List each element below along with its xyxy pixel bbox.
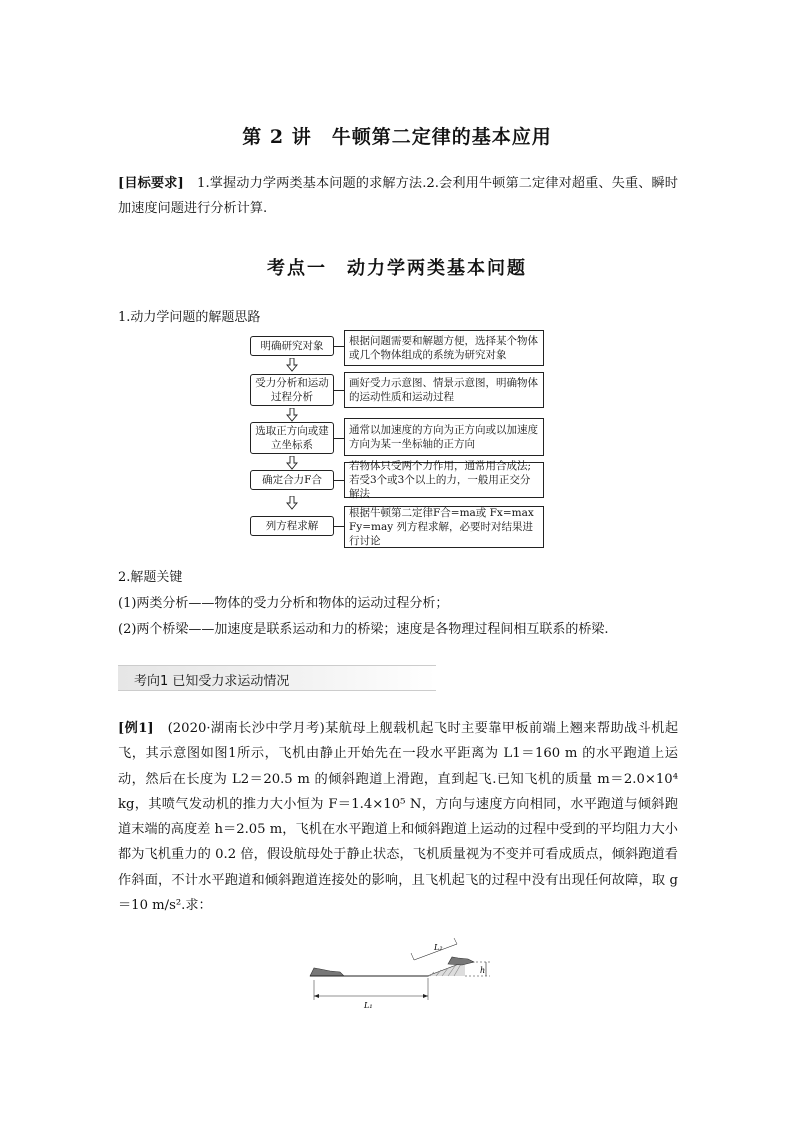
down-arrow-icon xyxy=(286,456,298,470)
aircraft-icon xyxy=(448,957,474,965)
section-title: 考点一 动力学两类基本问题 xyxy=(267,258,527,279)
flow-connector xyxy=(334,526,344,527)
direction-label: 考向1 已知受力求运动情况 xyxy=(134,674,290,689)
l2-label: L₂ xyxy=(434,943,443,952)
example-tag: [例1] xyxy=(118,721,154,736)
flow-connector xyxy=(334,346,344,347)
flow-step-1: 明确研究对象 xyxy=(250,336,334,356)
subheading-2: 2.解题关键 xyxy=(118,570,183,585)
goal-text: 1.掌握动力学两类基本问题的求解方法.2.会利用牛顿第二定律对超重、失重、瞬时加速度问题进行分析计算. xyxy=(118,176,678,216)
l1-label: L₁ xyxy=(364,1001,373,1010)
down-arrow-icon xyxy=(286,496,298,510)
flow-desc-3: 通常以加速度的方向为正方向或以加速度方向为某一坐标轴的正方向 xyxy=(344,418,544,456)
direction-bar xyxy=(118,665,436,691)
flow-connector xyxy=(334,438,344,439)
goal-tag: [目标要求] xyxy=(118,176,184,191)
flow-step-5: 列方程求解 xyxy=(250,516,334,536)
flow-desc-1: 根据问题需要和解题方便，选择某个物体或几个物体组成的系统为研究对象 xyxy=(344,330,544,366)
flow-connector xyxy=(334,390,344,391)
down-arrow-icon xyxy=(286,408,298,422)
carrier-figure xyxy=(300,938,500,1012)
flow-desc-4: 若物体只受两个力作用，通常用合成法;若受3个或3个以上的力，一般用正交分解法 xyxy=(344,462,544,498)
flow-step-3: 选取正方向或建立坐标系 xyxy=(250,422,334,454)
goal-paragraph xyxy=(118,171,678,221)
flow-desc-2: 画好受力示意图、情景示意图，明确物体的运动性质和运动过程 xyxy=(344,372,544,408)
key-point-1: (1)两类分析——物体的受力分析和物体的运动过程分析； xyxy=(118,596,449,611)
aircraft-icon xyxy=(310,968,344,976)
example-text: (2020·湖南长沙中学月考)某航母上舰载机起飞时主要靠甲板前端上翘来帮助战斗机起飞，其示意图如图1所示，飞机由静止开始先在一段水平距离为 L1＝160 m 的水平跑道上运动，然后在长度为 L2＝20.5 m 的倾斜跑道上滑跑，直到起飞.已知飞机的质量 m＝2.0×10⁴ kg，其喷气发动机的推力大小恒为 F＝1.4×10⁵ N，方向与速度方向相同，水平跑道与倾斜跑道末端的高度差 h＝2.05 m，飞机在水平跑道上和倾斜跑道上运动的过程中受到的平均阻力大小都为飞机重力的 0.2 倍，假设航母处于静止状态，飞机质量视为不变并可看成质点，倾斜跑道看作斜面，不计水平跑道和倾斜跑道连接处的影响，且飞机起飞的过程中没有出现任何故障，取 g＝10 m/s².求： xyxy=(118,721,679,914)
subheading-1: 1.动力学问题的解题思路 xyxy=(118,310,261,325)
flow-step-4: 确定合力F合 xyxy=(250,470,334,490)
flow-step-2: 受力分析和运动过程分析 xyxy=(250,374,334,406)
page-title: 第 2 讲 牛顿第二定律的基本应用 xyxy=(242,126,552,148)
example-1 xyxy=(118,716,678,918)
key-point-2: (2)两个桥梁——加速度是联系运动和力的桥梁；速度是各物理过程间相互联系的桥梁. xyxy=(118,622,609,637)
flow-connector xyxy=(334,480,344,481)
flow-desc-5: 根据牛顿第二定律F合=ma或 Fx=max Fy=may 列方程求解，必要时对结果进行讨论 xyxy=(344,506,544,548)
down-arrow-icon xyxy=(286,358,298,372)
h-label: h xyxy=(480,966,486,975)
